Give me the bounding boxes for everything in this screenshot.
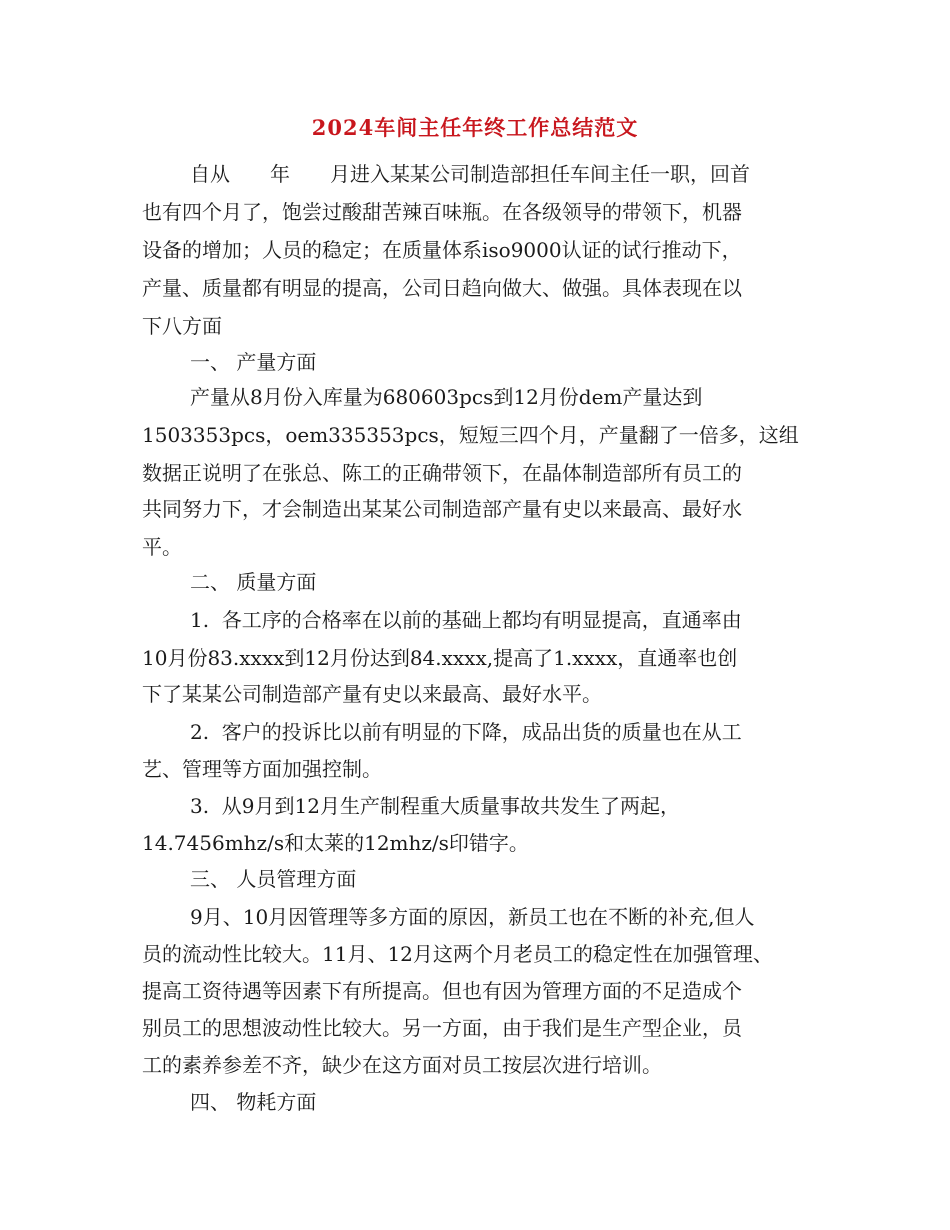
paragraph-line: 数据正说明了在张总、陈工的正确带领下，在晶体制造部所有员工的	[142, 461, 742, 485]
paragraph-line: 共同努力下，才会制造出某某公司制造部产量有史以来最高、最好水	[142, 497, 742, 521]
section-heading: 四、 物耗方面	[190, 1090, 317, 1114]
paragraph-line: 下八方面	[142, 314, 222, 338]
paragraph-line: 设备的增加；人员的稳定；在质量体系iso9000认证的试行推动下，	[142, 238, 742, 262]
document-title: 2024车间主任年终工作总结范文	[311, 115, 639, 140]
paragraph-line: 下了某某公司制造部产量有史以来最高、最好水平。	[142, 682, 602, 706]
paragraph-line: 员的流动性比较大。11月、12月这两个月老员工的稳定性在加强管理、	[142, 942, 773, 966]
paragraph-line: 1. 各工序的合格率在以前的基础上都均有明显提高，直通率由	[190, 608, 742, 632]
section-heading: 三、 人员管理方面	[190, 867, 357, 891]
paragraph-line: 艺、管理等方面加强控制。	[142, 757, 382, 781]
paragraph-line: 产量从8月份入库量为680603pcs到12月份dem产量达到	[190, 385, 703, 409]
paragraph-line: 工的素养参差不齐，缺少在这方面对员工按层次进行培训。	[142, 1053, 662, 1077]
paragraph-line: 自从 年 月进入某某公司制造部担任车间主任一职，回首	[190, 162, 750, 186]
paragraph-line: 9月、10月因管理等多方面的原因，新员工也在不断的补充,但人	[190, 905, 755, 929]
paragraph-line: 1503353pcs，oem335353pcs，短短三四个月，产量翻了一倍多，这组	[142, 423, 799, 447]
section-heading: 二、 质量方面	[190, 570, 317, 594]
paragraph-line: 10月份83.xxxx到12月份达到84.xxxx,提高了1.xxxx，直通率也创	[142, 646, 738, 670]
paragraph-line: 平。	[142, 535, 182, 559]
paragraph-line: 14.7456mhz/s和太莱的12mhz/s印错字。	[142, 831, 529, 855]
paragraph-line: 提高工资待遇等因素下有所提高。但也有因为管理方面的不足造成个	[142, 979, 742, 1003]
paragraph-line: 也有四个月了，饱尝过酸甜苦辣百味瓶。在各级领导的带领下，机器	[142, 200, 742, 224]
paragraph-line: 产量、质量都有明显的提高，公司日趋向做大、做强。具体表现在以	[142, 276, 742, 300]
paragraph-line: 2. 客户的投诉比以前有明显的下降，成品出货的质量也在从工	[190, 720, 742, 744]
section-heading: 一、 产量方面	[190, 350, 317, 374]
paragraph-line: 别员工的思想波动性比较大。另一方面，由于我们是生产型企业，员	[142, 1016, 742, 1040]
paragraph-line: 3. 从9月到12月生产制程重大质量事故共发生了两起，	[190, 794, 680, 818]
